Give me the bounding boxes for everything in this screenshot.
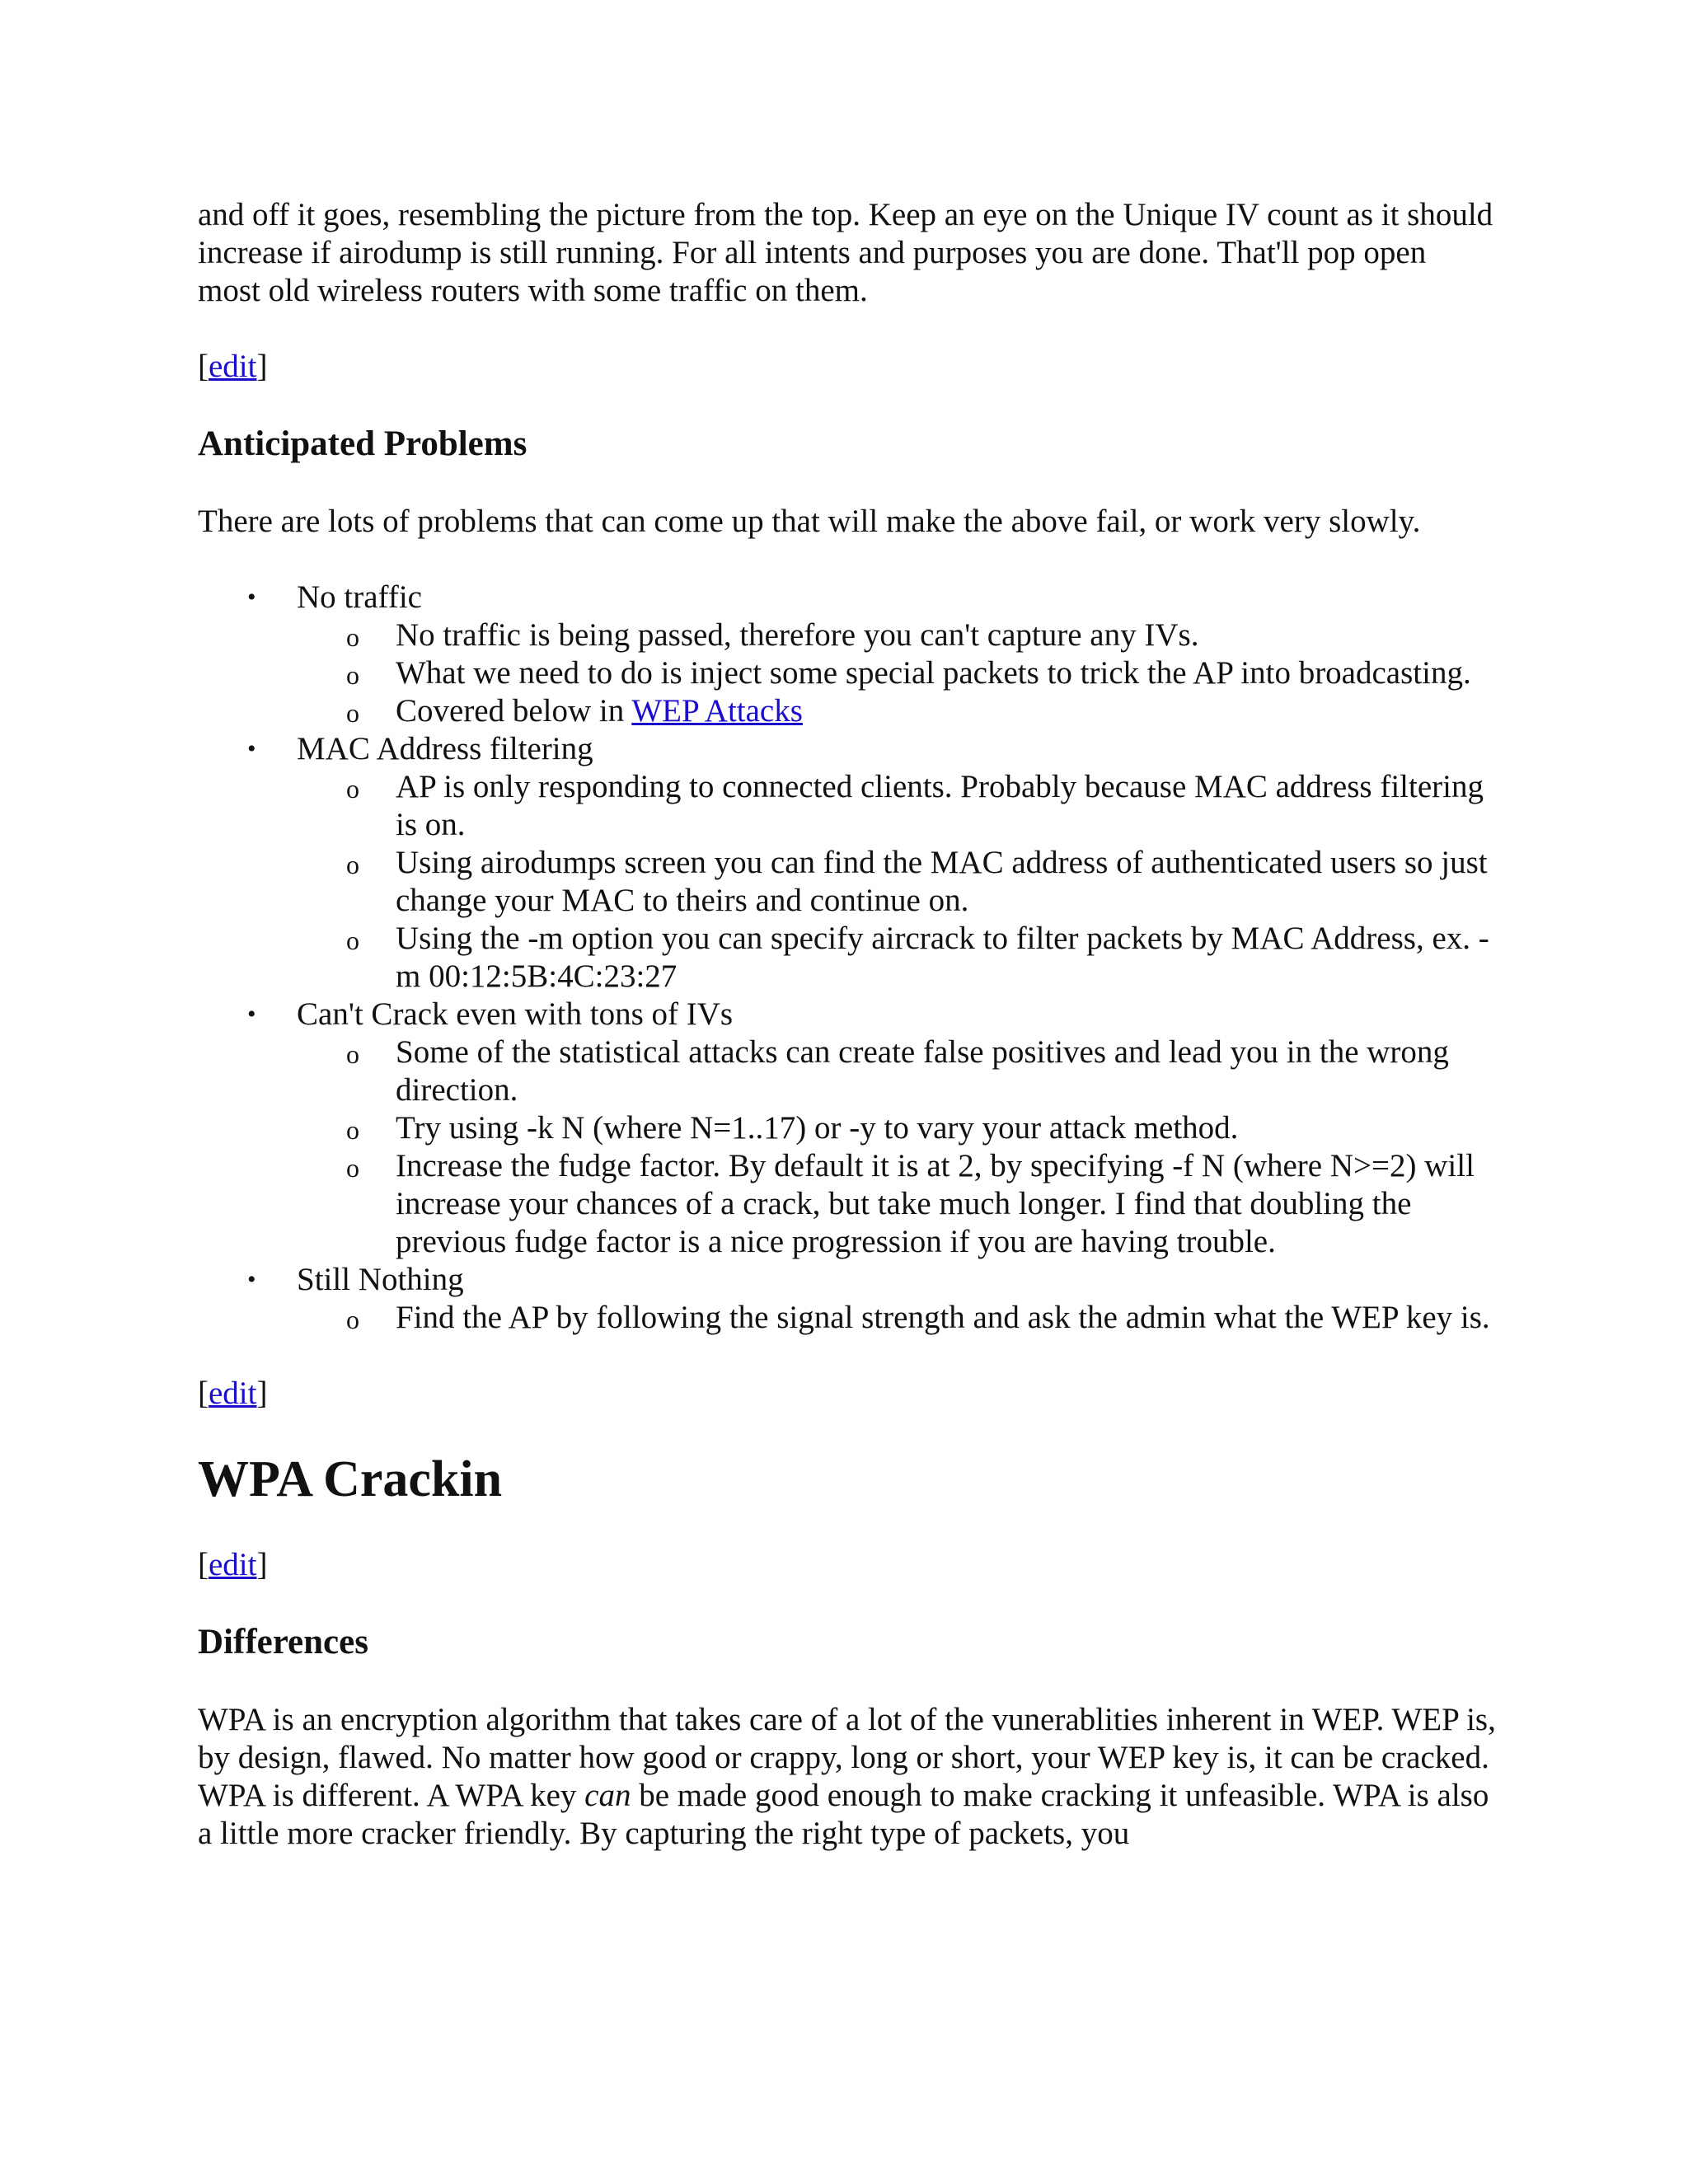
sub-list-item: o Some of the statistical attacks can create false positives and lead you in the wrong direction. <box>346 1034 1449 1108</box>
edit-link-wpa: [edit] <box>198 1376 268 1411</box>
sub-list <box>297 768 1496 996</box>
edit-link[interactable]: edit <box>209 1376 257 1411</box>
circle-bullet-icon: o <box>346 1305 359 1334</box>
bullet-icon: • <box>247 735 256 762</box>
list-item <box>198 1261 1496 1337</box>
sub-list-item: o No traffic is being passed, therefore you can't capture any IVs. <box>297 616 1496 654</box>
list-item <box>198 730 1496 996</box>
sub-list-item: o Try using -k N (where N=1..17) or -y to vary your attack method. <box>297 1109 1496 1147</box>
circle-bullet-icon: o <box>346 698 359 728</box>
circle-bullet-icon: o <box>346 1039 359 1069</box>
list-item <box>198 579 1496 730</box>
bullet-icon: • <box>247 1001 256 1028</box>
sub-list-item: o Find the AP by following the signal strength and ask the admin what the WEP key is. <box>297 1299 1496 1337</box>
circle-bullet-icon: o <box>346 622 359 652</box>
intro-paragraph: and off it goes, resembling the picture from the top. Keep an eye on the Unique IV count as it should increase if airodump is still running. For all intents and purposes you are done. That'll pop open most old wireless routers with some traffic on them. <box>198 197 1493 308</box>
circle-bullet-icon: o <box>346 850 359 879</box>
circle-bullet-icon: o <box>346 1153 359 1183</box>
sub-list-item: o Increase the fudge factor. By default it is at 2, by specifying -f N (where N>=2) will increase your chances of a crack, but take much longer. I find that doubling the previous fudge factor is a nice progression if you are having trouble. <box>346 1148 1475 1259</box>
section-heading-wpa-crackin: WPA Crackin <box>198 1451 503 1507</box>
list-item-label: Can't Crack even with tons of IVs <box>297 996 734 1032</box>
bullet-icon: • <box>247 583 256 611</box>
list-item <box>198 996 1496 1261</box>
document-page <box>198 196 1496 1853</box>
circle-bullet-icon: o <box>346 774 359 804</box>
circle-bullet-icon: o <box>346 1115 359 1145</box>
sub-list-item: o What we need to do is inject some special packets to trick the AP into broadcasting. <box>297 654 1496 692</box>
sub-list <box>297 616 1496 730</box>
edit-link-anticipated: [edit] <box>198 349 268 384</box>
circle-bullet-icon: o <box>346 926 359 955</box>
sub-list-item: o Using the -m option you can specify aircrack to filter packets by MAC Address, ex. -m 00:12:5B:4C:23:27 <box>346 921 1489 994</box>
edit-link[interactable]: edit <box>209 349 257 384</box>
wep-attacks-link[interactable]: WEP Attacks <box>631 693 803 729</box>
section-heading-anticipated-problems: Anticipated Problems <box>198 424 528 463</box>
edit-link-differences: [edit] <box>198 1547 268 1582</box>
circle-bullet-icon: o <box>346 660 359 690</box>
list-item-label: No traffic <box>297 579 422 615</box>
anticipated-lead-paragraph: There are lots of problems that can come up that will make the above fail, or work very slowly. <box>198 504 1421 539</box>
list-item-label: Still Nothing <box>297 1262 464 1297</box>
list-item-label: MAC Address filtering <box>297 731 593 766</box>
sub-list <box>297 1033 1496 1261</box>
problems-list <box>198 579 1496 1337</box>
section-heading-differences: Differences <box>198 1623 368 1661</box>
sub-list-item: o Using airodumps screen you can find the MAC address of authenticated users so just change your MAC to theirs and continue on. <box>346 845 1488 918</box>
sub-list-item: o Covered below in WEP Attacks <box>297 692 1496 730</box>
edit-link[interactable]: edit <box>209 1547 257 1582</box>
sub-list <box>297 1299 1496 1337</box>
differences-paragraph: WPA is an encryption algorithm that takes care of a lot of the vunerablities inherent in WEP. WEP is, by design, flawed. No matter how good or crappy, long or short, your WEP key is, it can be cracked. WPA is different. A WPA key can be made good enough to make cracking it unfeasible. WPA is also a little more cracker friendly. By capturing the right type of packets, you <box>198 1702 1496 1851</box>
sub-list-item: o AP is only responding to connected clients. Probably because MAC address filtering is on. <box>346 769 1484 842</box>
bullet-icon: • <box>247 1266 256 1293</box>
